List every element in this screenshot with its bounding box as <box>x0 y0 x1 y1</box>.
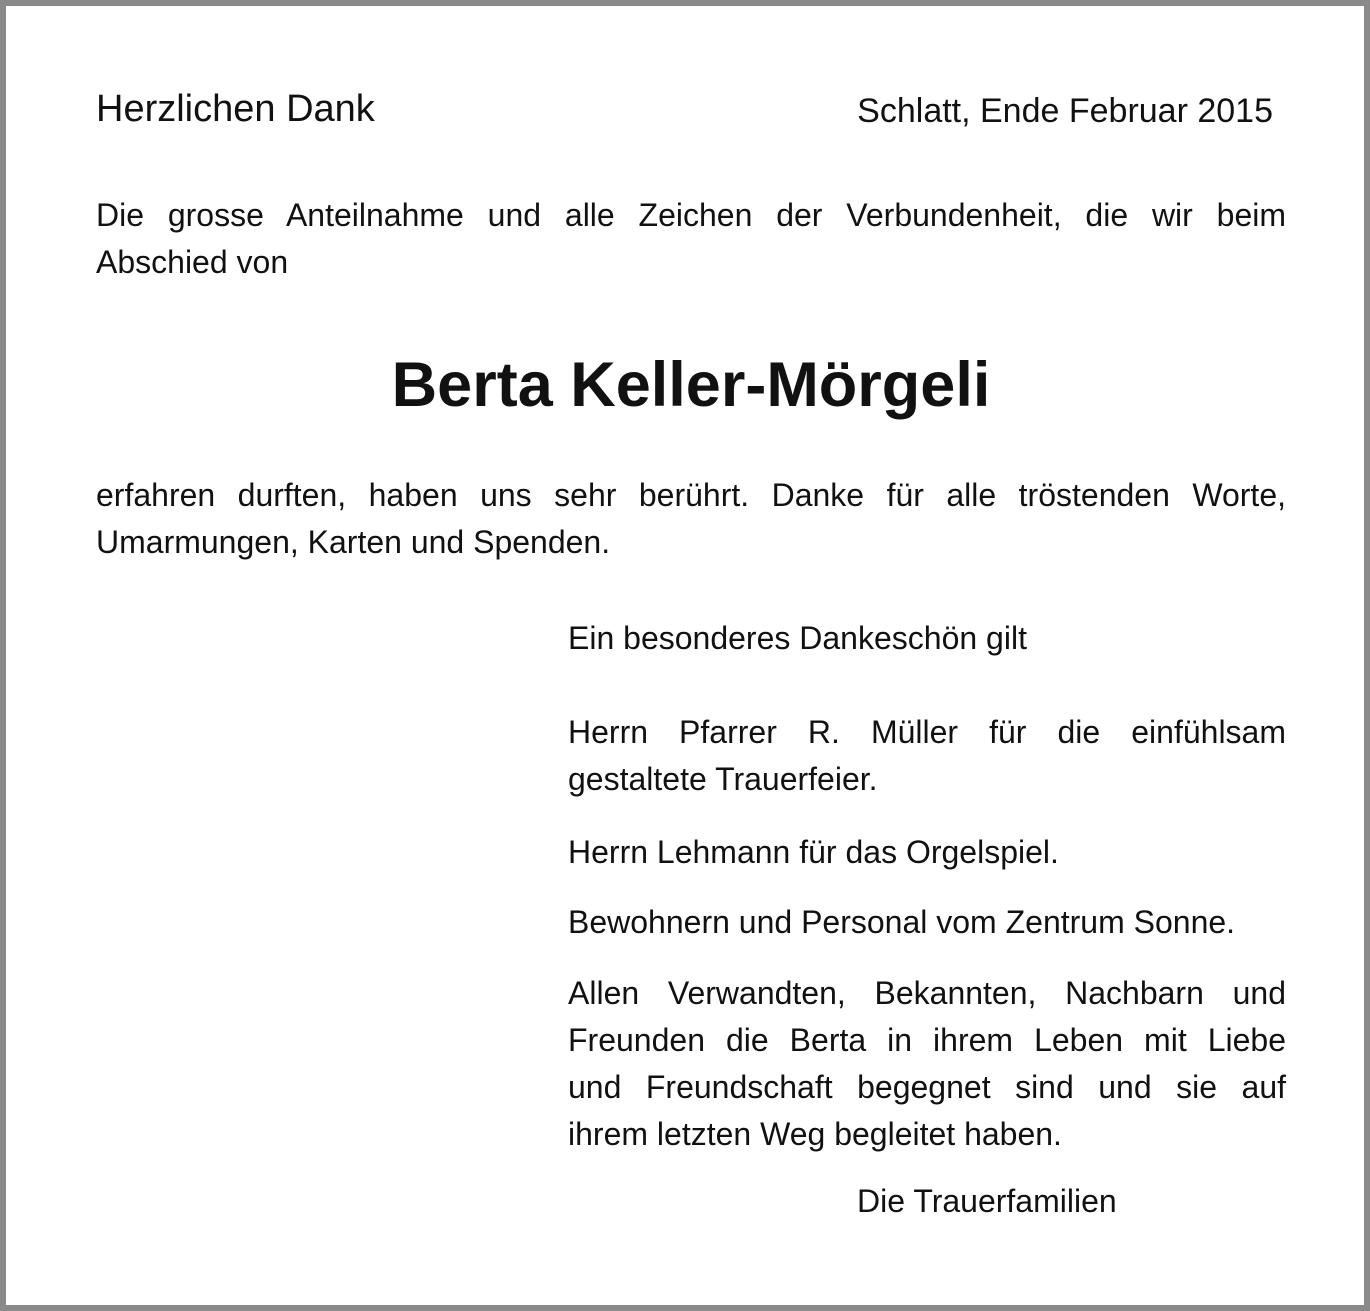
gratitude-paragraph <box>96 472 1286 566</box>
thanks-item <box>568 709 1286 803</box>
thanks-line: ihrem letzten Weg begleitet haben. <box>568 1116 1062 1152</box>
place-date: Schlatt, Ende Februar 2015 <box>857 92 1273 130</box>
gratitude-line: Umarmungen, Karten und Spenden. <box>96 524 611 560</box>
deceased-name: Berta Keller-Mörgeli <box>391 350 991 420</box>
thanks-line: und Freundschaft begegnet sind und sie auf <box>568 1069 1286 1105</box>
thanks-line: Allen Verwandten, Bekannten, Nachbarn und <box>568 975 1286 1011</box>
thanks-line: Bewohnern und Personal vom Zentrum Sonne. <box>568 904 1236 940</box>
notice-heading: Herzlichen Dank <box>96 88 375 130</box>
signoff: Die Trauerfamilien <box>857 1183 1117 1219</box>
thanks-line: Freunden die Berta in ihrem Leben mit Liebe <box>568 1022 1286 1058</box>
thanks-line: Herrn Pfarrer R. Müller für die einfühlsam <box>568 714 1286 750</box>
intro-line: Die grosse Anteilnahme und alle Zeichen der Verbundenheit, die wir beim <box>96 197 1286 233</box>
thanks-line: gestaltete Trauerfeier. <box>568 761 878 797</box>
intro-paragraph <box>96 192 1286 286</box>
thanks-item <box>568 899 1286 946</box>
thanks-line: Herrn Lehmann für das Orgelspiel. <box>568 834 1059 870</box>
thanks-item <box>568 829 1286 876</box>
thanks-item <box>568 970 1286 1158</box>
intro-line: Abschied von <box>96 244 289 280</box>
special-thanks-intro <box>568 615 1286 662</box>
gratitude-line: erfahren durften, haben uns sehr berührt. Danke für alle tröstenden Worte, <box>96 477 1286 513</box>
special-thanks-intro-text: Ein besonderes Dankeschön gilt <box>568 620 1027 656</box>
